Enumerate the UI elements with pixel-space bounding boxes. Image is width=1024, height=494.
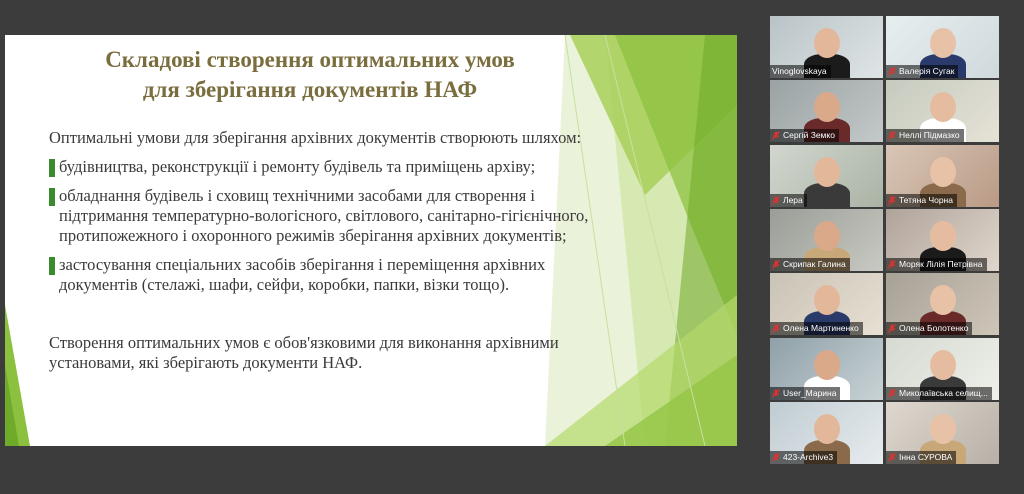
bullet-mark bbox=[49, 159, 55, 177]
participant-name-label bbox=[770, 194, 807, 207]
participant-face bbox=[930, 28, 956, 58]
participant-name: Скрипак Галина bbox=[783, 259, 846, 269]
participant-name-label bbox=[886, 387, 992, 400]
participant-name-label bbox=[770, 322, 863, 335]
slide-bullet bbox=[49, 186, 614, 246]
participant-name-label bbox=[886, 65, 958, 78]
participant-name: Сергій Земко bbox=[783, 130, 835, 140]
participant-gallery bbox=[770, 16, 999, 465]
slide-body bbox=[49, 128, 614, 382]
participant-face bbox=[814, 92, 840, 122]
participant-tile[interactable] bbox=[770, 338, 883, 400]
mic-muted-icon bbox=[772, 324, 780, 333]
participant-name-label bbox=[886, 129, 964, 142]
mic-muted-icon bbox=[888, 196, 896, 205]
participant-name: Лера bbox=[783, 195, 803, 205]
bullet-text: застосування спеціальних засобів зберігання і переміщення архівних документів (стелажі, шафи, сейфи, коробки, папки, візки тощо). bbox=[59, 255, 546, 294]
slide-title-line-1: Складові створення оптимальних умов bbox=[105, 47, 515, 72]
participant-name-label bbox=[886, 258, 987, 271]
participant-name: Олена Болотенко bbox=[899, 323, 969, 333]
participant-face bbox=[814, 221, 840, 251]
participant-name: Vinoglovskaya bbox=[772, 66, 827, 76]
mic-muted-icon bbox=[888, 324, 896, 333]
participant-tile[interactable] bbox=[886, 402, 999, 464]
participant-name: Тетяна Чорна bbox=[899, 195, 953, 205]
participant-name-label bbox=[886, 194, 957, 207]
mic-muted-icon bbox=[888, 453, 896, 462]
participant-face bbox=[930, 92, 956, 122]
mic-muted-icon bbox=[772, 131, 780, 140]
mic-muted-icon bbox=[772, 453, 780, 462]
participant-face bbox=[930, 285, 956, 315]
slide-title bbox=[45, 45, 575, 105]
slide-bullet bbox=[49, 255, 614, 295]
participant-name: Моряк Лілія Петрівна bbox=[899, 259, 983, 269]
participant-face bbox=[814, 350, 840, 380]
participant-name: User_Марина bbox=[783, 388, 837, 398]
mic-muted-icon bbox=[772, 260, 780, 269]
participant-name: Миколаївська селищ... bbox=[899, 388, 988, 398]
participant-face bbox=[814, 285, 840, 315]
participant-name: Інна СУРОВА bbox=[899, 452, 953, 462]
bullet-text: обладнання будівель і сховищ технічними засобами для створення і підтримання температурно-вологісного, світлового, санітарно-гігієнічного, протипожежного і охоронного режимів зберігання архівних документів; bbox=[59, 186, 589, 245]
participant-tile[interactable] bbox=[770, 273, 883, 335]
participant-face bbox=[814, 28, 840, 58]
participant-tile[interactable] bbox=[770, 145, 883, 207]
participant-face bbox=[814, 157, 840, 187]
mic-muted-icon bbox=[888, 67, 896, 76]
participant-face bbox=[930, 221, 956, 251]
mic-muted-icon bbox=[888, 260, 896, 269]
bullet-text: будівництва, реконструкції і ремонту будівель та приміщень архіву; bbox=[59, 157, 536, 176]
participant-tile[interactable] bbox=[770, 80, 883, 142]
participant-face bbox=[814, 414, 840, 444]
slide-bullet bbox=[49, 157, 614, 177]
participant-tile[interactable] bbox=[886, 80, 999, 142]
slide-title-line-2: для зберігання документів НАФ bbox=[142, 77, 478, 102]
participant-name-label bbox=[886, 322, 972, 335]
participant-name-label bbox=[770, 258, 850, 271]
slide-closing: Створення оптимальних умов є обов'язковими для виконання архівними установами, які зберігають документи НАФ. bbox=[49, 333, 559, 372]
participant-tile[interactable] bbox=[886, 209, 999, 271]
bullet-mark bbox=[49, 257, 55, 275]
participant-name-label bbox=[886, 451, 956, 464]
participant-face bbox=[930, 157, 956, 187]
mic-muted-icon bbox=[888, 131, 896, 140]
participant-name-label bbox=[770, 451, 837, 464]
participant-face bbox=[930, 350, 956, 380]
mic-muted-icon bbox=[772, 196, 780, 205]
participant-name-label bbox=[770, 129, 839, 142]
participant-name: Олена Мартиненко bbox=[783, 323, 859, 333]
bullet-mark bbox=[49, 188, 55, 206]
participant-name: 423-Archive3 bbox=[783, 452, 834, 462]
participant-tile[interactable] bbox=[770, 402, 883, 464]
participant-tile[interactable] bbox=[770, 16, 883, 78]
participant-name-label bbox=[770, 65, 831, 78]
participant-tile[interactable] bbox=[886, 338, 999, 400]
participant-tile[interactable] bbox=[770, 209, 883, 271]
participant-name: Неллі Підмазко bbox=[899, 130, 960, 140]
participant-tile[interactable] bbox=[886, 145, 999, 207]
slide-intro: Оптимальні умови для зберігання архівних документів створюють шляхом: bbox=[49, 128, 582, 147]
participant-name: Валерія Сугак bbox=[899, 66, 955, 76]
participant-tile[interactable] bbox=[886, 273, 999, 335]
shared-slide bbox=[5, 35, 737, 446]
participant-tile[interactable] bbox=[886, 16, 999, 78]
mic-muted-icon bbox=[888, 389, 896, 398]
participant-name-label bbox=[770, 387, 840, 400]
participant-face bbox=[930, 414, 956, 444]
mic-muted-icon bbox=[772, 389, 780, 398]
